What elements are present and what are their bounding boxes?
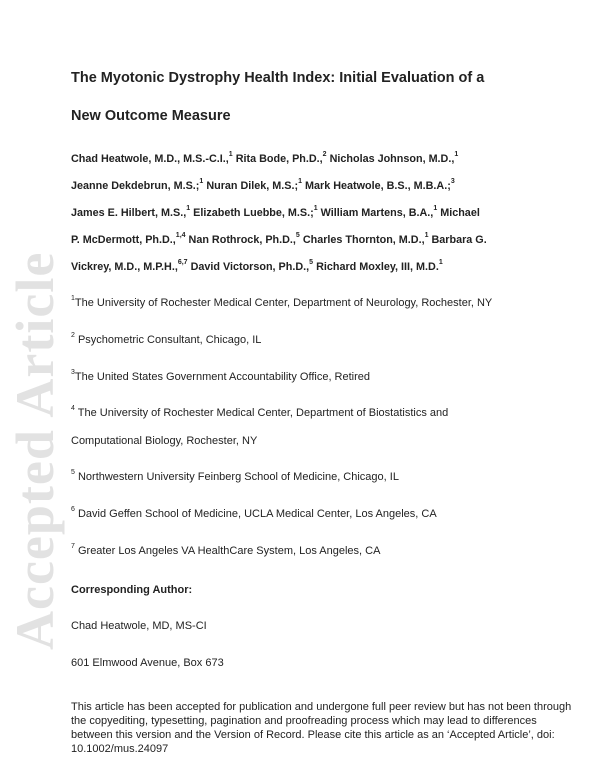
affiliation-sup: 7 (71, 543, 75, 551)
affiliation-sup: 4 (71, 405, 75, 413)
affiliation-sup: 1 (71, 295, 75, 303)
author-name: Nan Rothrock, Ph.D., (188, 234, 296, 246)
author-affiliation-sup: 2 (322, 151, 327, 159)
affiliation-4 (71, 407, 448, 419)
affiliation-sup: 5 (71, 469, 75, 477)
author-affiliation-sup: 1 (186, 205, 191, 213)
author-line-3 (71, 207, 480, 219)
author-name: William Martens, B.A., (320, 207, 434, 219)
author-name: David Victorson, Ph.D., (190, 261, 310, 273)
author-name: Nuran Dilek, M.S.; (206, 180, 299, 192)
affiliation-text: Psychometric Consultant, Chicago, IL (77, 334, 262, 346)
affiliation-1 (71, 297, 492, 309)
author-name: Richard Moxley, III, M.D. (316, 261, 439, 273)
affiliation-text: Northwestern University Feinberg School of Medicine, Chicago, IL (77, 471, 399, 483)
author-affiliation-sup: 3 (450, 178, 455, 186)
author-name: Mark Heatwole, B.S., M.B.A.; (305, 180, 451, 192)
author-name: Rita Bode, Ph.D., (235, 153, 323, 165)
affiliation-7 (71, 545, 380, 557)
author-name: Charles Thornton, M.D., (302, 234, 425, 246)
affiliation-sup: 3 (71, 369, 75, 377)
author-affiliation-sup: 1 (199, 178, 204, 186)
author-name-fragment: Vickrey, M.D., M.P.H., (71, 261, 178, 273)
author-name: Chad Heatwole, M.D., M.S.-C.I., (71, 153, 229, 165)
author-name: Elizabeth Luebbe, M.S.; (193, 207, 314, 219)
title-line-1: The Myotonic Dystrophy Health Index: Initial Evaluation of a (71, 70, 485, 86)
affiliation-2 (71, 334, 261, 346)
author-affiliation-sup: 5 (309, 259, 314, 267)
affiliation-text: Greater Los Angeles VA HealthCare System, Los Angeles, CA (77, 545, 381, 557)
author-line-1 (71, 153, 458, 165)
author-affiliation-sup: 1 (438, 259, 443, 267)
author-name: James E. Hilbert, M.S., (71, 207, 187, 219)
affiliation-text: The University of Rochester Medical Center, Department of Neurology, Rochester, NY (74, 297, 493, 309)
affiliation-sup: 6 (71, 506, 75, 514)
author-affiliation-sup: 1 (298, 178, 303, 186)
title-line-2: New Outcome Measure (71, 108, 231, 124)
author-line-4 (71, 234, 487, 246)
accepted-article-notice: This article has been accepted for publication and undergone full peer review but has not been through the copyediting, typesetting, pagination and proofreading process which may lead to differences between this version and the Version of Record. Please cite this article as an ‘Accepted Article’, doi: 10.1002/mus.24097 (71, 701, 572, 755)
author-affiliation-sup: 6,7 (177, 259, 188, 267)
author-name-fragment: Barbara G. (431, 234, 487, 246)
corresponding-heading: Corresponding Author: (71, 584, 193, 596)
accepted-article-watermark: Accepted Article (5, 251, 65, 650)
affiliation-3 (71, 371, 370, 383)
corresponding-address: 601 Elmwood Avenue, Box 673 (71, 657, 224, 669)
author-affiliation-sup: 1,4 (175, 232, 186, 240)
affiliation-6 (71, 508, 437, 520)
author-name-fragment: P. McDermott, Ph.D., (71, 234, 176, 246)
author-affiliation-sup: 1 (228, 151, 233, 159)
affiliation-sup: 2 (71, 332, 75, 340)
corresponding-name: Chad Heatwole, MD, MS-CI (71, 620, 207, 632)
author-affiliation-sup: 1 (424, 232, 429, 240)
affiliation-4-continued: Computational Biology, Rochester, NY (71, 435, 258, 447)
author-line-2 (71, 180, 455, 192)
author-affiliation-sup: 1 (454, 151, 459, 159)
author-name-fragment: Michael (440, 207, 480, 219)
author-name: Nicholas Johnson, M.D., (329, 153, 455, 165)
affiliation-text: The University of Rochester Medical Center, Department of Biostatistics and (77, 407, 449, 419)
affiliation-5 (71, 471, 399, 483)
author-affiliation-sup: 1 (313, 205, 318, 213)
author-affiliation-sup: 1 (433, 205, 438, 213)
author-name: Jeanne Dekdebrun, M.S.; (71, 180, 200, 192)
affiliation-text: David Geffen School of Medicine, UCLA Medical Center, Los Angeles, CA (77, 508, 437, 520)
affiliation-text: The United States Government Accountability Office, Retired (74, 371, 371, 383)
author-affiliation-sup: 5 (295, 232, 300, 240)
author-line-5 (71, 261, 443, 273)
